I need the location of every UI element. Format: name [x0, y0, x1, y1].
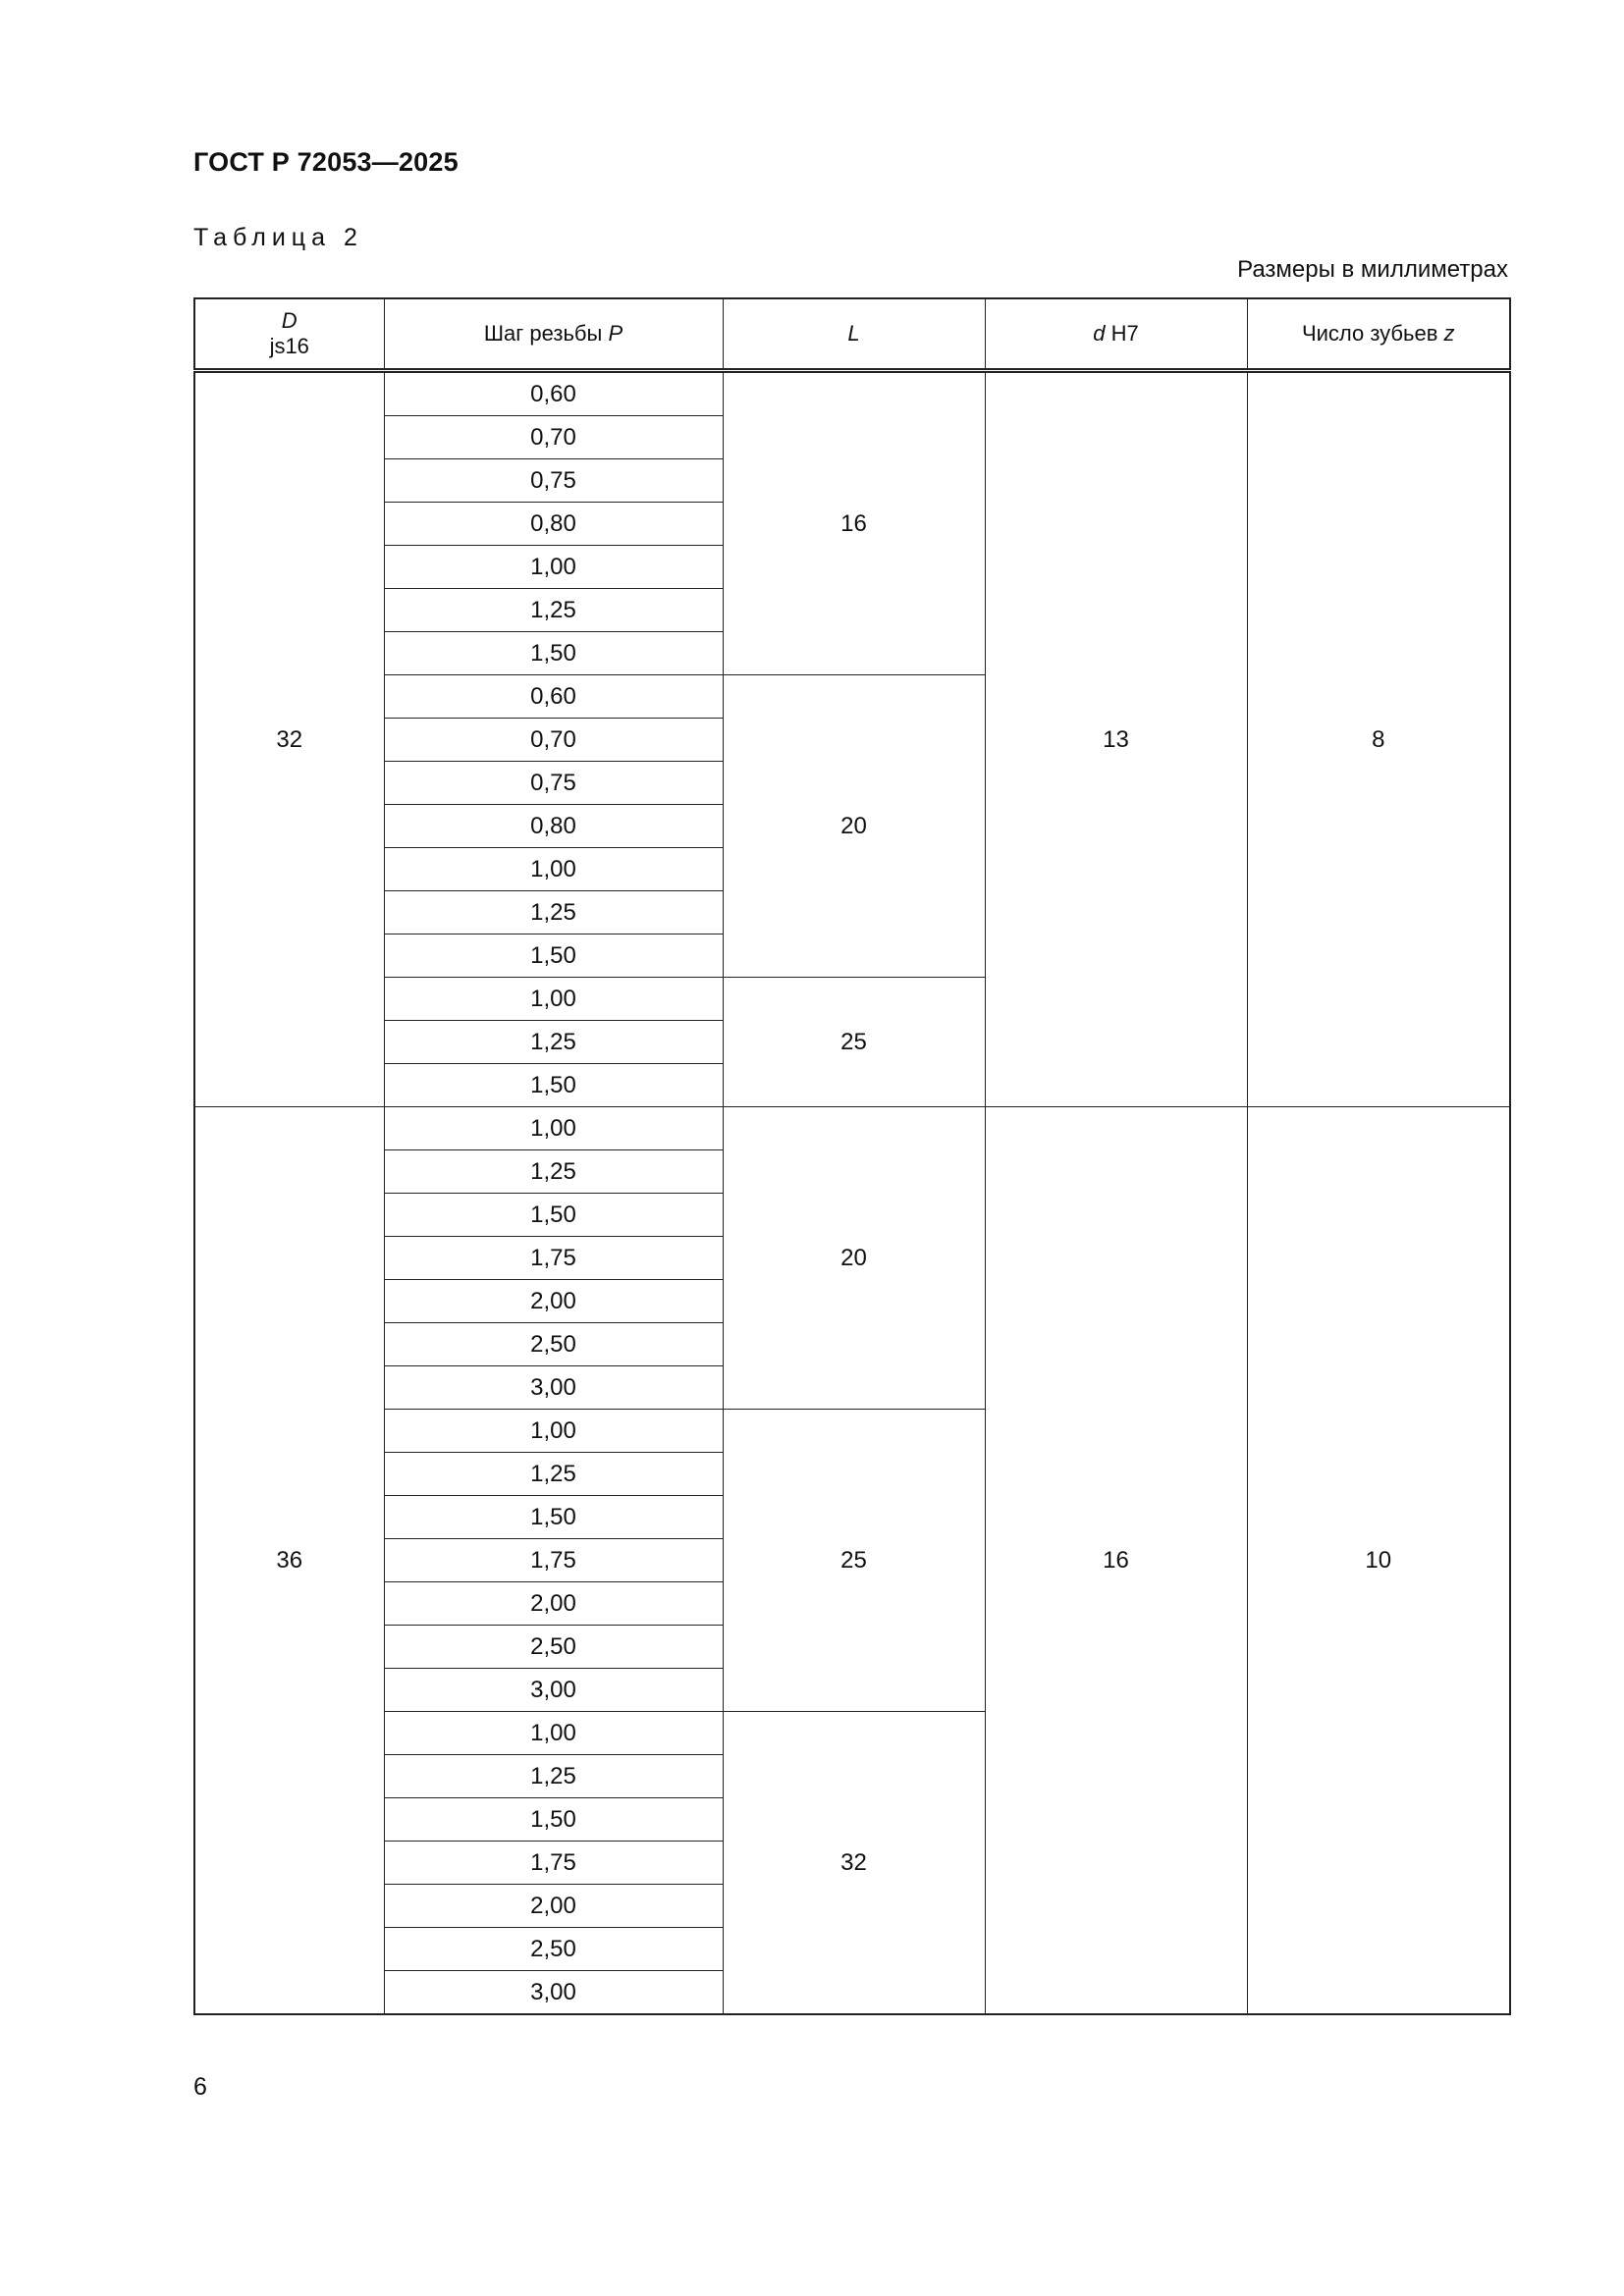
- cell-thread-pitch: 1,00: [384, 978, 723, 1021]
- cell-thread-pitch: 1,25: [384, 1453, 723, 1496]
- cell-thread-pitch: 2,00: [384, 1582, 723, 1626]
- header-thread-pitch-symbol: P: [608, 321, 623, 346]
- cell-thread-pitch: 1,50: [384, 1496, 723, 1539]
- header-teeth-count-symbol: z: [1443, 321, 1455, 346]
- cell-thread-pitch: 1,50: [384, 1798, 723, 1842]
- cell-length: 20: [723, 675, 985, 978]
- cell-thread-pitch: 1,50: [384, 1194, 723, 1237]
- header-teeth-count: [1247, 298, 1510, 371]
- cell-length: 25: [723, 1410, 985, 1712]
- cell-thread-pitch: 2,50: [384, 1928, 723, 1971]
- cell-bore: 13: [985, 371, 1247, 1107]
- page-number: 6: [193, 2073, 207, 2101]
- cell-thread-pitch: 2,00: [384, 1885, 723, 1928]
- header-diameter: [194, 298, 384, 371]
- cell-length: 20: [723, 1107, 985, 1410]
- cell-length: 16: [723, 371, 985, 675]
- units-note: Размеры в миллиметрах: [1237, 256, 1508, 283]
- cell-thread-pitch: 3,00: [384, 1669, 723, 1712]
- cell-thread-pitch: 1,00: [384, 1410, 723, 1453]
- header-bore-tolerance: H7: [1105, 321, 1139, 346]
- table-body: [194, 371, 1510, 2015]
- cell-thread-pitch: 0,70: [384, 416, 723, 459]
- cell-bore: 16: [985, 1107, 1247, 2015]
- cell-thread-pitch: 2,50: [384, 1626, 723, 1669]
- cell-thread-pitch: 1,50: [384, 934, 723, 978]
- table-header-row: [194, 298, 1510, 371]
- table-row: [194, 1107, 1510, 1150]
- cell-diameter: 36: [194, 1107, 384, 2015]
- cell-thread-pitch: 0,60: [384, 675, 723, 719]
- header-thread-pitch: [384, 298, 723, 371]
- cell-thread-pitch: 0,60: [384, 371, 723, 416]
- header-bore-symbol: d: [1093, 321, 1106, 346]
- header-diameter-tolerance: js16: [269, 334, 309, 358]
- cell-thread-pitch: 0,70: [384, 719, 723, 762]
- cell-teeth-count: 10: [1247, 1107, 1510, 2015]
- cell-thread-pitch: 1,25: [384, 1150, 723, 1194]
- cell-thread-pitch: 0,75: [384, 459, 723, 503]
- table-row: [194, 371, 1510, 416]
- cell-thread-pitch: 2,00: [384, 1280, 723, 1323]
- cell-thread-pitch: 1,00: [384, 1107, 723, 1150]
- cell-thread-pitch: 1,25: [384, 589, 723, 632]
- cell-thread-pitch: 1,75: [384, 1237, 723, 1280]
- cell-thread-pitch: 0,80: [384, 503, 723, 546]
- cell-thread-pitch: 1,00: [384, 848, 723, 891]
- cell-diameter: 32: [194, 371, 384, 1107]
- cell-teeth-count: 8: [1247, 371, 1510, 1107]
- cell-thread-pitch: 3,00: [384, 1366, 723, 1410]
- header-length: [723, 298, 985, 371]
- cell-thread-pitch: 1,50: [384, 632, 723, 675]
- cell-thread-pitch: 1,25: [384, 1021, 723, 1064]
- header-diameter-symbol: D: [281, 308, 298, 333]
- header-teeth-count-text: Число зубьев: [1301, 321, 1444, 346]
- header-bore: [985, 298, 1247, 371]
- cell-thread-pitch: 1,75: [384, 1842, 723, 1885]
- cell-length: 25: [723, 978, 985, 1107]
- cell-thread-pitch: 2,50: [384, 1323, 723, 1366]
- cell-thread-pitch: 1,00: [384, 1712, 723, 1755]
- cell-thread-pitch: 1,00: [384, 546, 723, 589]
- cell-thread-pitch: 1,75: [384, 1539, 723, 1582]
- cell-thread-pitch: 3,00: [384, 1971, 723, 2015]
- table-caption: Таблица 2: [193, 224, 363, 251]
- header-thread-pitch-text: Шаг резьбы: [483, 321, 609, 346]
- dimensions-table: [193, 297, 1511, 2015]
- cell-thread-pitch: 0,80: [384, 805, 723, 848]
- header-length-symbol: L: [847, 321, 860, 346]
- cell-thread-pitch: 1,25: [384, 891, 723, 934]
- cell-thread-pitch: 0,75: [384, 762, 723, 805]
- document-code: ГОСТ Р 72053—2025: [193, 147, 459, 177]
- cell-thread-pitch: 1,50: [384, 1064, 723, 1107]
- cell-length: 32: [723, 1712, 985, 2015]
- cell-thread-pitch: 1,25: [384, 1755, 723, 1798]
